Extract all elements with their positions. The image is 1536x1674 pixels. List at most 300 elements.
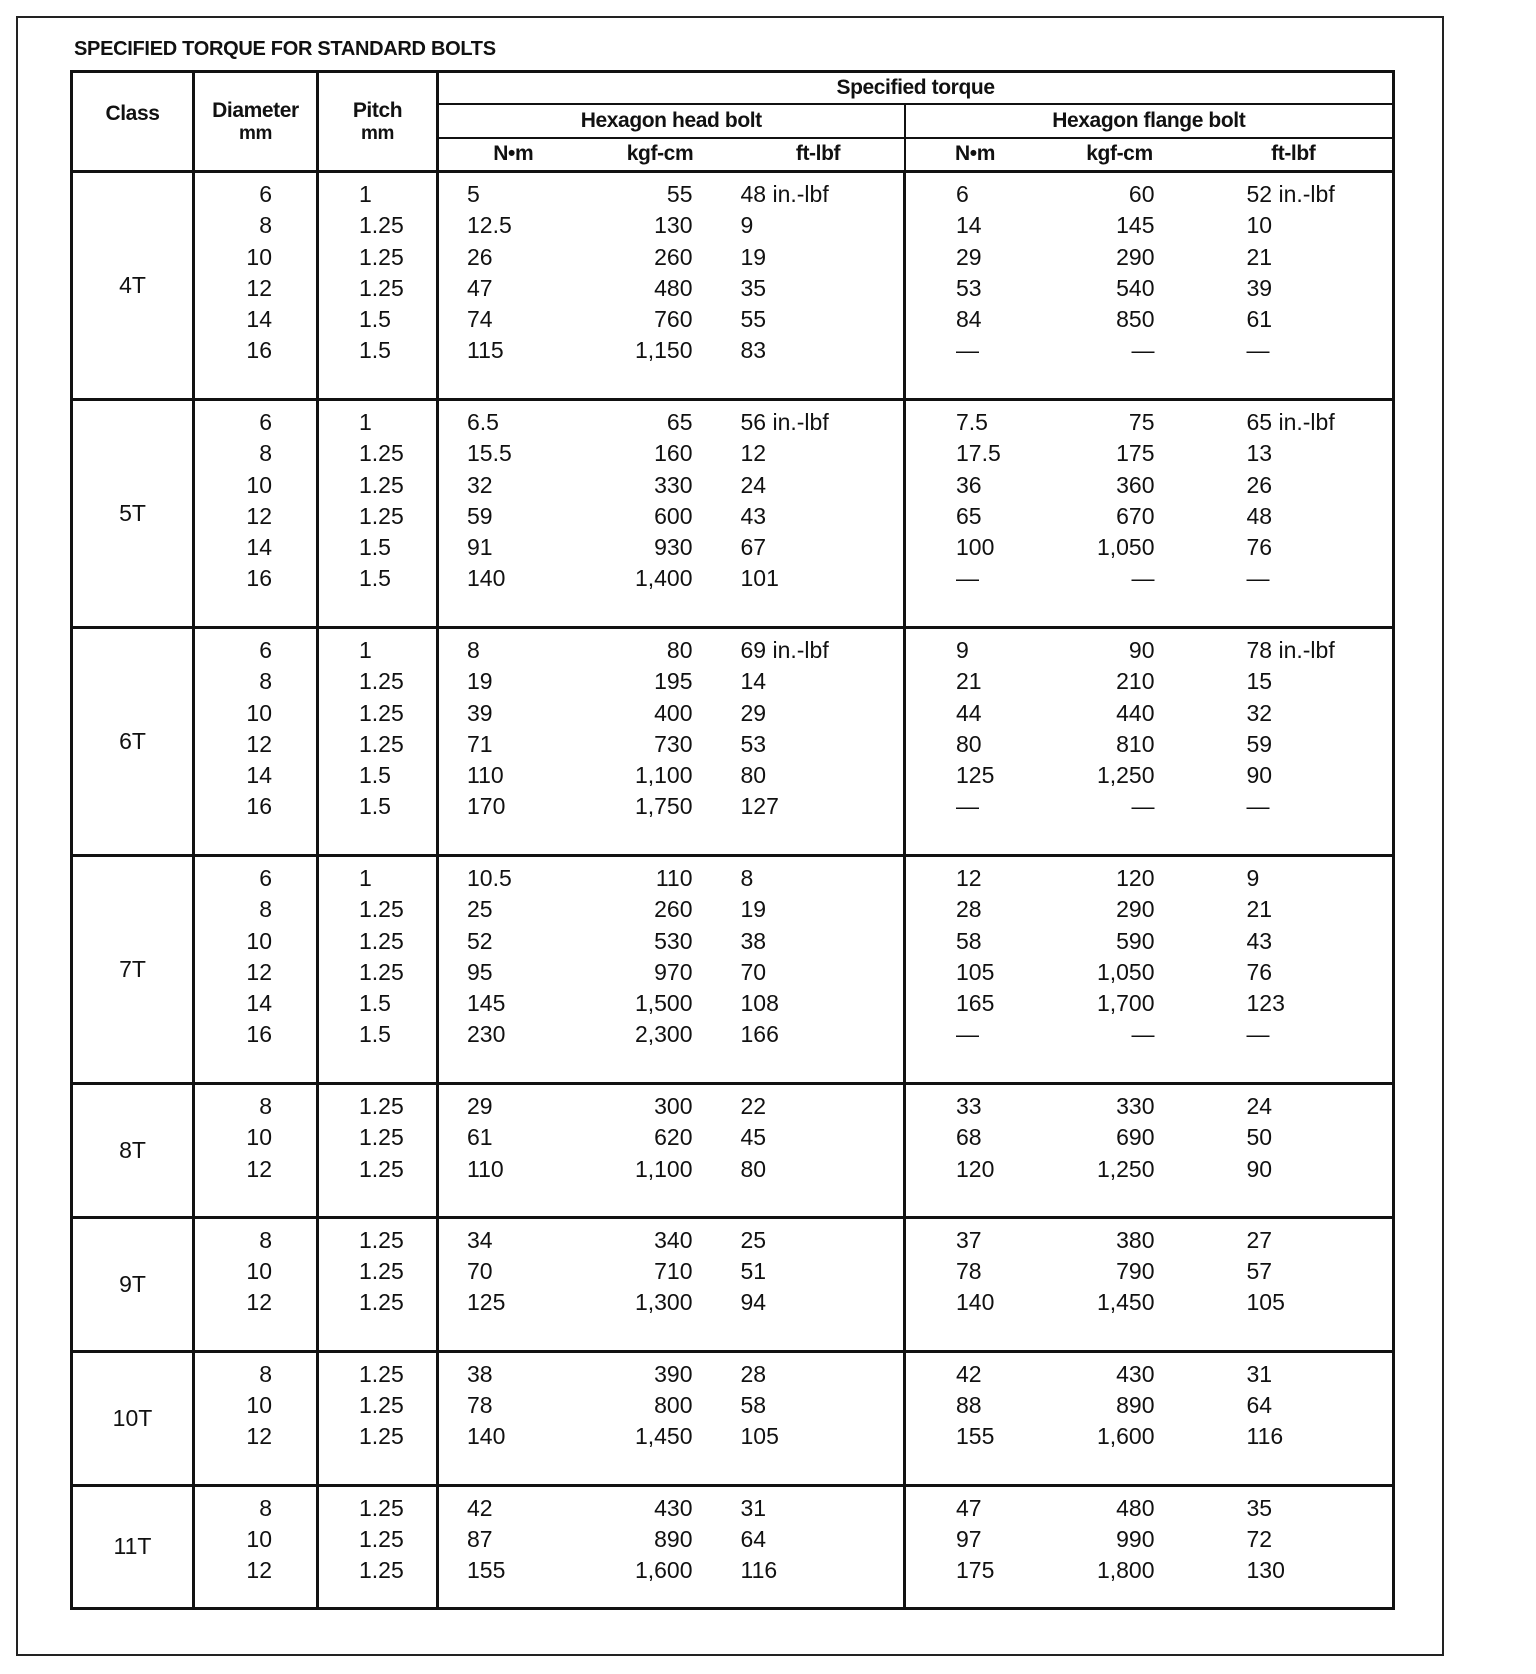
head-nm-value: 26 [467, 243, 493, 270]
pitch-column-cell [318, 1351, 438, 1485]
head-ftlbf-value: 101 [740, 565, 779, 592]
class-group-9t [72, 1217, 1394, 1351]
head-kgf-value: 330 [654, 471, 693, 498]
head-nm-value: 140 [467, 1423, 506, 1450]
diameter-value: 8 [259, 896, 272, 923]
class-cell: 11T [72, 1485, 194, 1608]
head-nm-value: 170 [467, 793, 506, 820]
flange-kgf-column-cell [1045, 855, 1195, 1083]
class-cell: 10T [72, 1351, 194, 1485]
flange-ftlbf-value: 31 [1246, 1360, 1273, 1387]
head-kgf-value: 2,300 [634, 1021, 693, 1048]
head-kgf-value: 55 [666, 181, 693, 207]
head-ftlbf-value: 58 [740, 1391, 767, 1418]
flange-nm-value: 7.5 [956, 408, 988, 435]
diameter-value: 10 [246, 1124, 272, 1151]
head-ftlbf-value: 8 [740, 864, 754, 891]
pitch-value: 1.25 [359, 1155, 404, 1182]
head-ftlbf-value: 24 [740, 471, 767, 498]
head-nm-value: 6.5 [467, 408, 499, 435]
head-nm-column-cell [438, 627, 588, 855]
pitch-value: 1.25 [359, 730, 404, 757]
pitch-value: 1.25 [359, 1226, 404, 1253]
header-hex-flange-bolt: Hexagon flange bolt [905, 104, 1394, 138]
flange-ftlbf-value: — [1246, 793, 1270, 820]
diameter-value: 10 [246, 1258, 272, 1285]
head-kgf-value: 620 [654, 1124, 693, 1151]
flange-nm-value: 97 [956, 1525, 982, 1552]
head-kgf-value: 970 [654, 958, 693, 985]
diameter-value: 16 [246, 565, 272, 592]
diameter-value: 14 [246, 306, 272, 333]
flange-ftlbf-column-cell [1195, 1485, 1394, 1608]
flange-nm-value: 58 [956, 927, 982, 954]
flange-nm-value: 125 [956, 762, 995, 789]
flange-ftlbf-value: 10 [1246, 212, 1273, 239]
head-ftlbf-value: 56 in.-lbf [740, 408, 829, 435]
diameter-value: 12 [246, 1557, 272, 1584]
pitch-value: 1 [359, 864, 372, 891]
flange-nm-value: 21 [956, 668, 982, 695]
flange-ftlbf-value: — [1246, 337, 1270, 364]
flange-ftlbf-value: 76 [1246, 534, 1273, 561]
class-group-5t [72, 399, 1394, 627]
pitch-value: 1 [359, 181, 372, 207]
pitch-column-cell [318, 1083, 438, 1217]
header-head-nm: N•m [438, 138, 588, 172]
flange-ftlbf-value: — [1246, 565, 1270, 592]
flange-ftlbf-value: 43 [1246, 927, 1273, 954]
flange-ftlbf-value: 78 in.-lbf [1246, 636, 1335, 663]
pitch-value: 1 [359, 408, 372, 435]
diameter-value: 8 [259, 1092, 272, 1119]
pitch-value: 1.25 [359, 274, 404, 301]
header-flange-ftlbf: ft-lbf [1195, 138, 1394, 172]
pitch-column-cell [318, 855, 438, 1083]
flange-nm-value: 175 [956, 1557, 995, 1584]
head-nm-value: 110 [467, 762, 504, 789]
pitch-value: 1.25 [359, 440, 404, 467]
pitch-value: 1.25 [359, 1258, 404, 1285]
flange-ftlbf-value: 90 [1246, 762, 1273, 789]
pitch-value: 1.25 [359, 1289, 404, 1316]
flange-kgf-column-cell [1045, 627, 1195, 855]
pitch-value: 1 [359, 636, 372, 663]
flange-ftlbf-value: 59 [1246, 730, 1273, 757]
class-group-7t [72, 855, 1394, 1083]
header-pitch-unit: mm [361, 122, 394, 144]
head-ftlbf-value: 25 [740, 1226, 767, 1253]
diameter-column-cell [194, 172, 318, 400]
flange-kgf-value: 990 [1116, 1525, 1155, 1552]
head-kgf-value: 65 [666, 408, 693, 435]
pitch-value: 1.25 [359, 927, 404, 954]
flange-nm-value: 33 [956, 1092, 982, 1119]
pitch-value: 1.25 [359, 668, 404, 695]
pitch-value: 1.25 [359, 1423, 404, 1450]
head-ftlbf-value: 45 [740, 1124, 767, 1151]
head-ftlbf-value: 105 [740, 1423, 779, 1450]
flange-ftlbf-column-cell [1195, 1217, 1394, 1351]
flange-ftlbf-column-cell [1195, 1083, 1394, 1217]
diameter-value: 12 [246, 1155, 272, 1182]
flange-kgf-value: 1,050 [1096, 534, 1155, 561]
flange-ftlbf-column-cell [1195, 399, 1394, 627]
head-nm-column-cell [438, 399, 588, 627]
head-nm-value: 47 [467, 274, 493, 301]
head-kgf-column-cell [588, 855, 733, 1083]
flange-ftlbf-value: 76 [1246, 958, 1273, 985]
table-row [72, 1083, 1394, 1217]
diameter-value: 8 [259, 668, 272, 695]
head-ftlbf-value: 108 [740, 990, 779, 1017]
diameter-value: 12 [246, 502, 272, 529]
head-kgf-column-cell [588, 1217, 733, 1351]
head-kgf-value: 530 [654, 927, 693, 954]
pitch-column-cell [318, 627, 438, 855]
flange-kgf-value: 1,050 [1096, 958, 1155, 985]
head-kgf-value: 710 [654, 1258, 693, 1285]
flange-kgf-value: 890 [1116, 1391, 1155, 1418]
diameter-value: 10 [246, 699, 272, 726]
head-ftlbf-value: 69 in.-lbf [740, 636, 829, 663]
table-row [72, 627, 1394, 855]
head-kgf-value: 800 [654, 1391, 693, 1418]
diameter-value: 10 [246, 927, 272, 954]
head-nm-value: 91 [467, 534, 493, 561]
diameter-value: 16 [246, 793, 272, 820]
flange-kgf-column-cell [1045, 172, 1195, 400]
flange-nm-value: 28 [956, 896, 982, 923]
head-ftlbf-value: 22 [740, 1092, 767, 1119]
pitch-value: 1.5 [359, 565, 391, 592]
flange-kgf-column-cell [1045, 1217, 1195, 1351]
flange-nm-value: 65 [956, 502, 982, 529]
flange-nm-column-cell [905, 1217, 1045, 1351]
pitch-value: 1.25 [359, 243, 404, 270]
head-kgf-value: 600 [654, 502, 693, 529]
head-kgf-value: 1,300 [634, 1289, 693, 1316]
diameter-column-cell [194, 627, 318, 855]
flange-kgf-value: 290 [1116, 896, 1155, 923]
flange-ftlbf-value: 15 [1246, 668, 1273, 695]
head-ftlbf-value: 31 [740, 1494, 767, 1521]
diameter-value: 12 [246, 274, 272, 301]
head-kgf-column-cell [588, 627, 733, 855]
flange-nm-value: 6 [956, 181, 969, 207]
flange-kgf-value: 540 [1116, 274, 1155, 301]
pitch-value: 1.5 [359, 793, 391, 820]
head-nm-value: 59 [467, 502, 493, 529]
flange-ftlbf-column-cell [1195, 172, 1394, 400]
flange-ftlbf-value: 130 [1246, 1557, 1285, 1584]
head-nm-column-cell [438, 1217, 588, 1351]
head-ftlbf-value: 19 [740, 243, 767, 270]
flange-kgf-value: 430 [1116, 1360, 1155, 1387]
flange-kgf-value: 440 [1116, 699, 1155, 726]
flange-kgf-value: 210 [1116, 668, 1155, 695]
pitch-value: 1.5 [359, 534, 391, 561]
head-ftlbf-value: 166 [740, 1021, 779, 1048]
class-cell: 8T [72, 1083, 194, 1217]
flange-kgf-value: 1,600 [1096, 1423, 1155, 1450]
diameter-value: 10 [246, 471, 272, 498]
flange-ftlbf-value: 35 [1246, 1494, 1273, 1521]
head-kgf-value: 260 [654, 243, 693, 270]
header-head-kgf: kgf-cm [588, 138, 733, 172]
head-kgf-value: 1,500 [634, 990, 693, 1017]
diameter-value: 6 [259, 181, 272, 207]
header-head-ftlbf: ft-lbf [733, 138, 905, 172]
table-row [72, 172, 1394, 400]
head-nm-column-cell [438, 1083, 588, 1217]
head-nm-value: 71 [467, 730, 493, 757]
head-kgf-value: 1,750 [634, 793, 693, 820]
diameter-value: 12 [246, 1289, 272, 1316]
header-specified-torque: Specified torque [438, 72, 1394, 104]
flange-ftlbf-value: 116 [1246, 1423, 1284, 1450]
flange-ftlbf-value: 52 in.-lbf [1246, 181, 1335, 207]
head-kgf-value: 1,450 [634, 1423, 693, 1450]
flange-nm-value: 84 [956, 306, 982, 333]
head-ftlbf-column-cell [733, 172, 905, 400]
pitch-value: 1.25 [359, 958, 404, 985]
torque-table [70, 70, 1395, 1610]
head-kgf-value: 1,600 [634, 1557, 693, 1584]
pitch-value: 1.25 [359, 1557, 404, 1584]
head-nm-value: 10.5 [467, 864, 512, 891]
table-row [72, 1485, 1394, 1608]
flange-kgf-value: 850 [1116, 306, 1155, 333]
head-nm-value: 70 [467, 1258, 493, 1285]
flange-nm-column-cell [905, 1083, 1045, 1217]
flange-ftlbf-value: 26 [1246, 471, 1273, 498]
head-ftlbf-value: 19 [740, 896, 767, 923]
flange-nm-value: — [956, 337, 979, 364]
diameter-value: 8 [259, 440, 272, 467]
flange-kgf-value: 480 [1116, 1494, 1155, 1521]
diameter-column-cell [194, 399, 318, 627]
diameter-value: 14 [246, 534, 272, 561]
pitch-value: 1.5 [359, 337, 391, 364]
header-flange-kgf: kgf-cm [1045, 138, 1195, 172]
flange-kgf-column-cell [1045, 399, 1195, 627]
head-kgf-column-cell [588, 172, 733, 400]
flange-kgf-value: 175 [1116, 440, 1155, 467]
flange-kgf-value: 380 [1116, 1226, 1155, 1253]
flange-ftlbf-value: 48 [1246, 502, 1273, 529]
head-nm-value: 115 [467, 337, 504, 364]
flange-ftlbf-value: 21 [1246, 896, 1273, 923]
flange-nm-value: 47 [956, 1494, 982, 1521]
pitch-value: 1.25 [359, 212, 404, 239]
head-ftlbf-value: 55 [740, 306, 767, 333]
flange-ftlbf-value: 64 [1246, 1391, 1273, 1418]
flange-ftlbf-value: 39 [1246, 274, 1273, 301]
flange-ftlbf-value: 65 in.-lbf [1246, 408, 1335, 435]
head-nm-value: 34 [467, 1226, 493, 1253]
flange-nm-value: 29 [956, 243, 982, 270]
head-kgf-value: 760 [654, 306, 693, 333]
flange-nm-value: 88 [956, 1391, 982, 1418]
flange-kgf-column-cell [1045, 1351, 1195, 1485]
head-nm-value: 61 [467, 1124, 493, 1151]
diameter-value: 14 [246, 762, 272, 789]
flange-nm-value: 105 [956, 958, 995, 985]
flange-ftlbf-value: 72 [1246, 1525, 1273, 1552]
head-nm-value: 39 [467, 699, 493, 726]
flange-kgf-value: 90 [1128, 636, 1155, 663]
head-nm-value: 5 [467, 181, 480, 207]
flange-nm-value: 9 [956, 636, 969, 663]
head-nm-value: 8 [467, 636, 480, 663]
header-class: Class [72, 72, 194, 172]
table-header [72, 72, 1394, 172]
diameter-value: 8 [259, 212, 272, 239]
flange-kgf-value: — [1131, 565, 1155, 592]
head-ftlbf-column-cell [733, 399, 905, 627]
flange-ftlbf-column-cell [1195, 1351, 1394, 1485]
head-kgf-value: 390 [654, 1360, 693, 1387]
flange-ftlbf-value: — [1246, 1021, 1270, 1048]
table-row [72, 1217, 1394, 1351]
head-kgf-value: 480 [654, 274, 693, 301]
diameter-value: 10 [246, 243, 272, 270]
diameter-value: 14 [246, 990, 272, 1017]
pitch-column-cell [318, 1485, 438, 1608]
pitch-value: 1.5 [359, 990, 391, 1017]
head-nm-value: 125 [467, 1289, 506, 1316]
head-nm-value: 95 [467, 958, 493, 985]
flange-nm-value: 42 [956, 1360, 982, 1387]
head-ftlbf-value: 43 [740, 502, 767, 529]
head-ftlbf-value: 9 [740, 212, 754, 239]
flange-kgf-column-cell [1045, 1083, 1195, 1217]
class-group-4t [72, 172, 1394, 400]
head-ftlbf-value: 70 [740, 958, 767, 985]
head-kgf-column-cell [588, 1351, 733, 1485]
flange-ftlbf-value: 50 [1246, 1124, 1273, 1151]
head-nm-value: 29 [467, 1092, 493, 1119]
flange-kgf-value: 1,250 [1096, 762, 1155, 789]
diameter-value: 12 [246, 1423, 272, 1450]
flange-kgf-value: — [1131, 337, 1155, 364]
head-ftlbf-value: 14 [740, 668, 767, 695]
head-kgf-value: 260 [654, 896, 693, 923]
flange-nm-column-cell [905, 1351, 1045, 1485]
header-flange-nm: N•m [905, 138, 1045, 172]
head-ftlbf-value: 35 [740, 274, 767, 301]
head-kgf-value: 340 [654, 1226, 693, 1253]
flange-nm-value: 12 [956, 864, 982, 891]
diameter-column-cell [194, 1351, 318, 1485]
head-nm-column-cell [438, 1351, 588, 1485]
head-nm-value: 230 [467, 1021, 506, 1048]
flange-kgf-value: — [1131, 1021, 1155, 1048]
header-pitch: Pitch mm [318, 72, 438, 172]
head-kgf-value: 890 [654, 1525, 693, 1552]
pitch-value: 1.25 [359, 1360, 404, 1387]
class-cell: 4T [72, 172, 194, 400]
head-nm-column-cell [438, 1485, 588, 1608]
flange-kgf-value: 810 [1116, 730, 1155, 757]
head-nm-value: 78 [467, 1391, 493, 1418]
head-ftlbf-value: 116 [740, 1557, 778, 1584]
flange-nm-column-cell [905, 627, 1045, 855]
flange-ftlbf-value: 27 [1246, 1226, 1273, 1253]
diameter-value: 16 [246, 1021, 272, 1048]
diameter-value: 8 [259, 1494, 272, 1521]
flange-ftlbf-value: 90 [1246, 1155, 1273, 1182]
flange-nm-value: 37 [956, 1226, 982, 1253]
pitch-column-cell [318, 172, 438, 400]
flange-ftlbf-column-cell [1195, 855, 1394, 1083]
head-nm-value: 42 [467, 1494, 493, 1521]
pitch-column-cell [318, 1217, 438, 1351]
flange-nm-value: 53 [956, 274, 982, 301]
pitch-value: 1.5 [359, 1021, 391, 1048]
diameter-value: 10 [246, 1391, 272, 1418]
flange-ftlbf-value: 32 [1246, 699, 1273, 726]
head-kgf-column-cell [588, 1083, 733, 1217]
pitch-value: 1.25 [359, 896, 404, 923]
flange-nm-value: 120 [956, 1155, 995, 1182]
flange-ftlbf-value: 57 [1246, 1258, 1273, 1285]
head-nm-value: 15.5 [467, 440, 512, 467]
pitch-value: 1.25 [359, 1092, 404, 1119]
pitch-value: 1.25 [359, 1525, 404, 1552]
flange-ftlbf-value: 123 [1246, 990, 1285, 1017]
header-diameter: Diameter mm [194, 72, 318, 172]
diameter-column-cell [194, 1485, 318, 1608]
flange-kgf-value: 1,450 [1096, 1289, 1155, 1316]
class-group-6t [72, 627, 1394, 855]
head-nm-column-cell [438, 855, 588, 1083]
flange-kgf-value: 1,700 [1096, 990, 1155, 1017]
head-kgf-value: 730 [654, 730, 693, 757]
head-kgf-value: 1,400 [634, 565, 693, 592]
head-kgf-value: 430 [654, 1494, 693, 1521]
head-kgf-value: 195 [654, 668, 693, 695]
head-kgf-value: 110 [655, 864, 693, 891]
pitch-value: 1.25 [359, 1494, 404, 1521]
head-ftlbf-value: 48 in.-lbf [740, 181, 829, 207]
flange-kgf-value: 60 [1128, 181, 1155, 207]
head-nm-column-cell [438, 172, 588, 400]
head-kgf-value: 300 [654, 1092, 693, 1119]
class-group-10t [72, 1351, 1394, 1485]
head-nm-value: 12.5 [467, 212, 512, 239]
head-nm-value: 19 [467, 668, 493, 695]
pitch-value: 1.25 [359, 1391, 404, 1418]
flange-nm-value: 14 [956, 212, 982, 239]
flange-nm-value: 17.5 [956, 440, 1001, 467]
flange-nm-value: 140 [956, 1289, 995, 1316]
flange-nm-value: 155 [956, 1423, 995, 1450]
head-nm-value: 38 [467, 1360, 493, 1387]
head-kgf-value: 80 [666, 636, 693, 663]
head-ftlbf-value: 51 [740, 1258, 767, 1285]
head-ftlbf-value: 83 [740, 337, 767, 364]
diameter-value: 6 [259, 408, 272, 435]
diameter-value: 10 [246, 1525, 272, 1552]
head-ftlbf-column-cell [733, 1351, 905, 1485]
class-group-8t [72, 1083, 1394, 1217]
head-ftlbf-value: 28 [740, 1360, 767, 1387]
head-ftlbf-column-cell [733, 627, 905, 855]
head-ftlbf-column-cell [733, 1485, 905, 1608]
flange-ftlbf-value: 105 [1246, 1289, 1285, 1316]
